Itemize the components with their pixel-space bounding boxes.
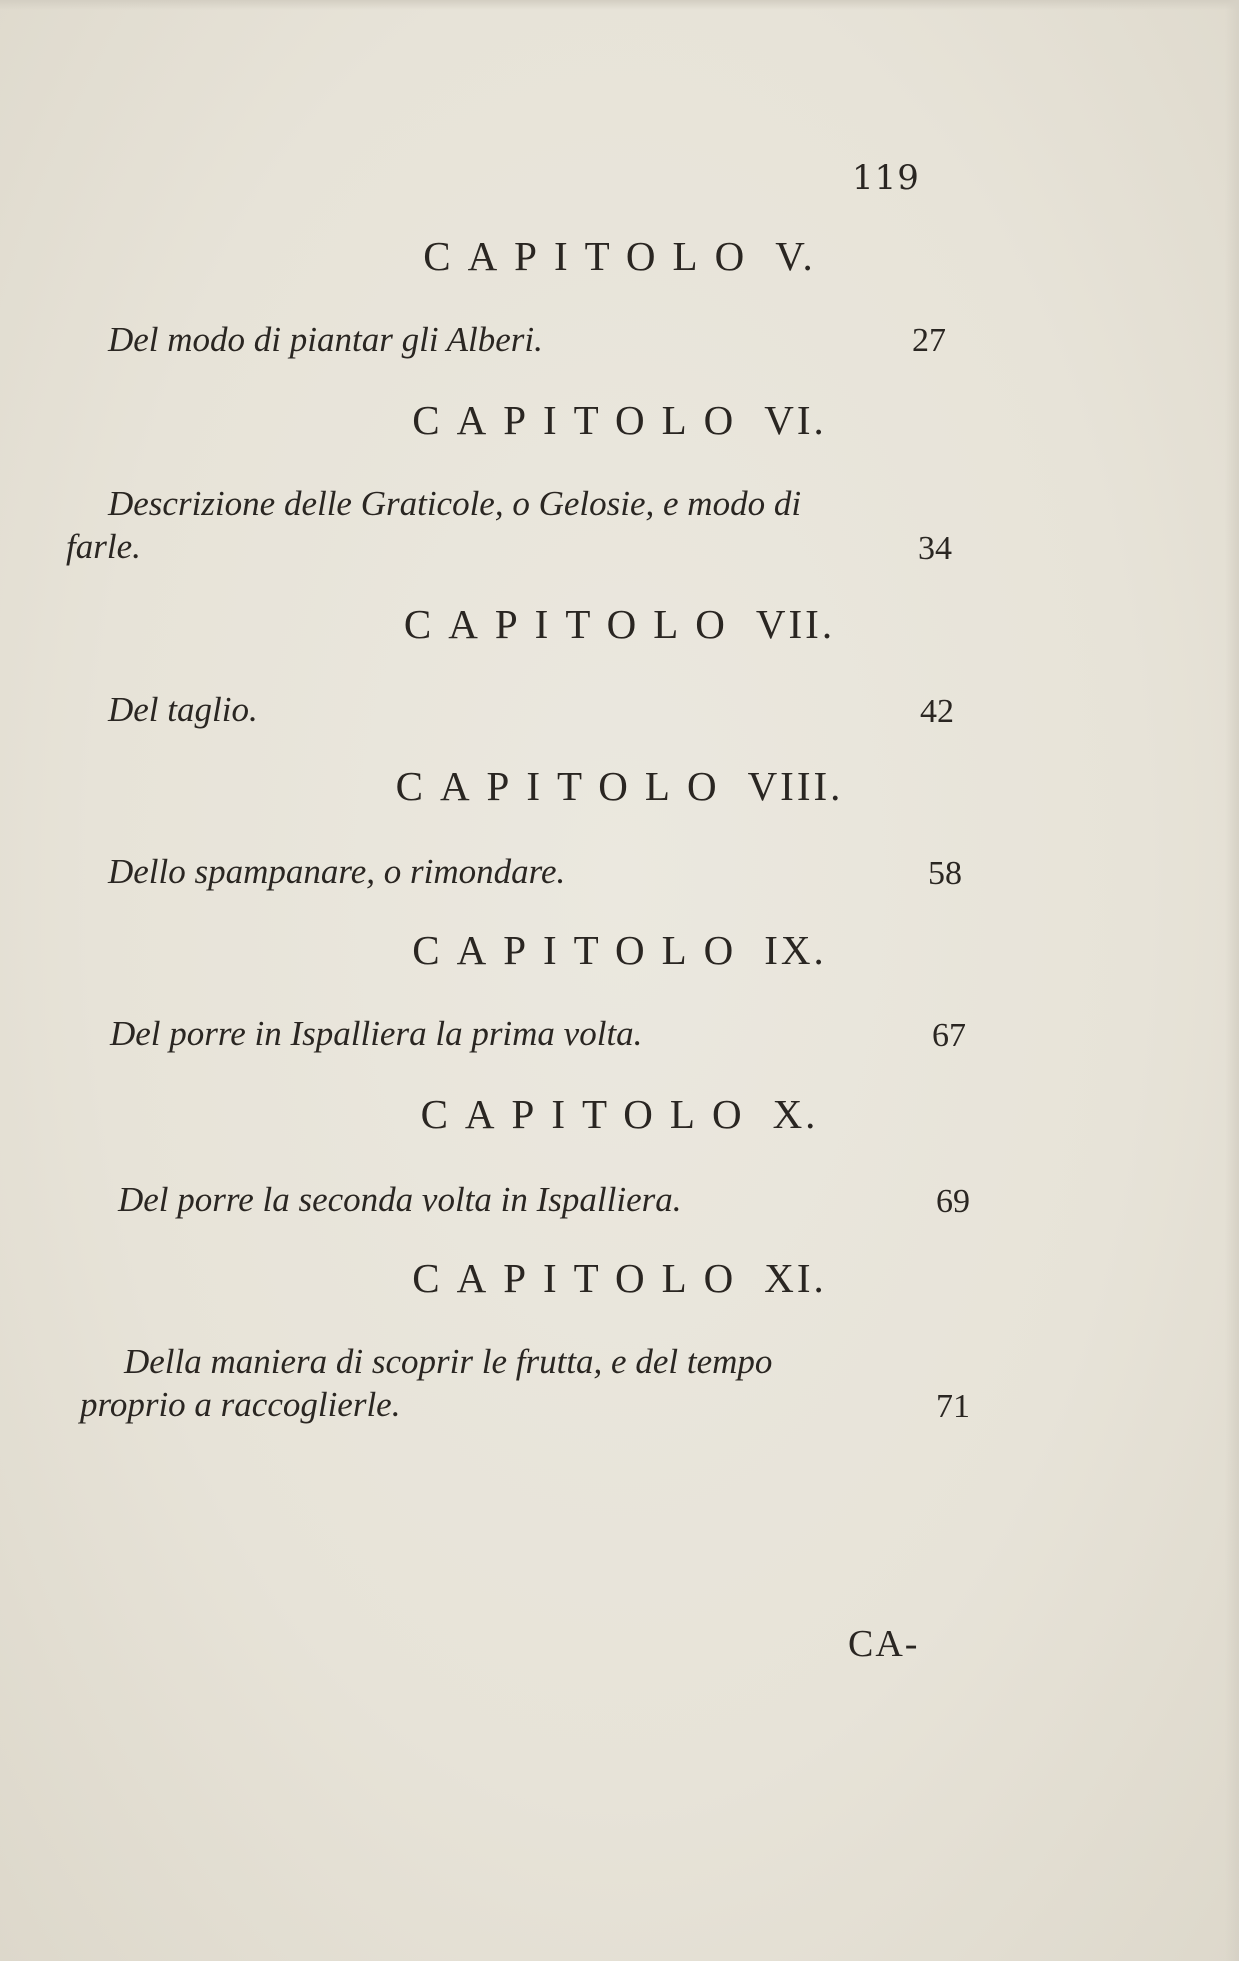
chapter-entry: Del modo di piantar gli Alberi.: [108, 320, 543, 359]
chapter-numeral: XI.: [764, 1255, 827, 1301]
chapter-page-ref: 67: [932, 1017, 966, 1054]
chapter-entry-continuation: farle.: [66, 527, 141, 566]
chapter-entry: Del taglio.: [108, 690, 258, 729]
chapter-numeral: VIII.: [747, 763, 844, 809]
chapter-numeral: VII.: [755, 601, 836, 647]
chapter-page-ref: 34: [918, 530, 952, 567]
chapter-word: CAPITOLO: [412, 927, 751, 973]
chapter-heading: [0, 926, 1239, 974]
chapter-word: CAPITOLO: [423, 233, 762, 279]
chapter-heading: [0, 396, 1239, 444]
show-through-heading: [400, 680, 431, 739]
chapter-page-ref: 42: [920, 693, 954, 730]
chapter-entry: Del porre la seconda volta in Ispalliera.: [118, 1180, 682, 1219]
chapter-numeral: X.: [772, 1091, 819, 1137]
chapter-entry: Descrizione delle Graticole, o Gelosie, e modo di: [108, 484, 802, 523]
chapter-entry: Della maniera di scoprir le frutta, e del tempo: [124, 1342, 773, 1381]
chapter-word: CAPITOLO: [412, 397, 751, 443]
chapter-word: CAPITOLO: [395, 763, 734, 809]
chapter-page-ref: 27: [912, 322, 946, 359]
chapter-heading: [0, 762, 1239, 810]
chapter-entry: Dello spampanare, o rimondare.: [108, 852, 566, 891]
chapter-heading: [0, 1090, 1239, 1138]
page-number: 119: [852, 158, 920, 198]
chapter-numeral: VI.: [764, 397, 827, 443]
chapter-numeral: V.: [775, 233, 816, 279]
chapter-entry-continuation: proprio a raccoglierle.: [80, 1385, 401, 1424]
chapter-word: CAPITOLO: [420, 1091, 759, 1137]
chapter-numeral: IX.: [764, 927, 827, 973]
chapter-heading: [0, 600, 1239, 648]
chapter-entry: Del porre in Ispalliera la prima volta.: [110, 1014, 643, 1053]
chapter-heading: [0, 1254, 1239, 1302]
catchword: CA-: [848, 1623, 920, 1665]
chapter-heading: [0, 232, 1239, 280]
chapter-page-ref: 71: [936, 1388, 970, 1425]
chapter-word: CAPITOLO: [412, 1255, 751, 1301]
chapter-word: CAPITOLO: [403, 601, 742, 647]
chapter-page-ref: 58: [928, 855, 962, 892]
chapter-page-ref: 69: [936, 1183, 970, 1220]
